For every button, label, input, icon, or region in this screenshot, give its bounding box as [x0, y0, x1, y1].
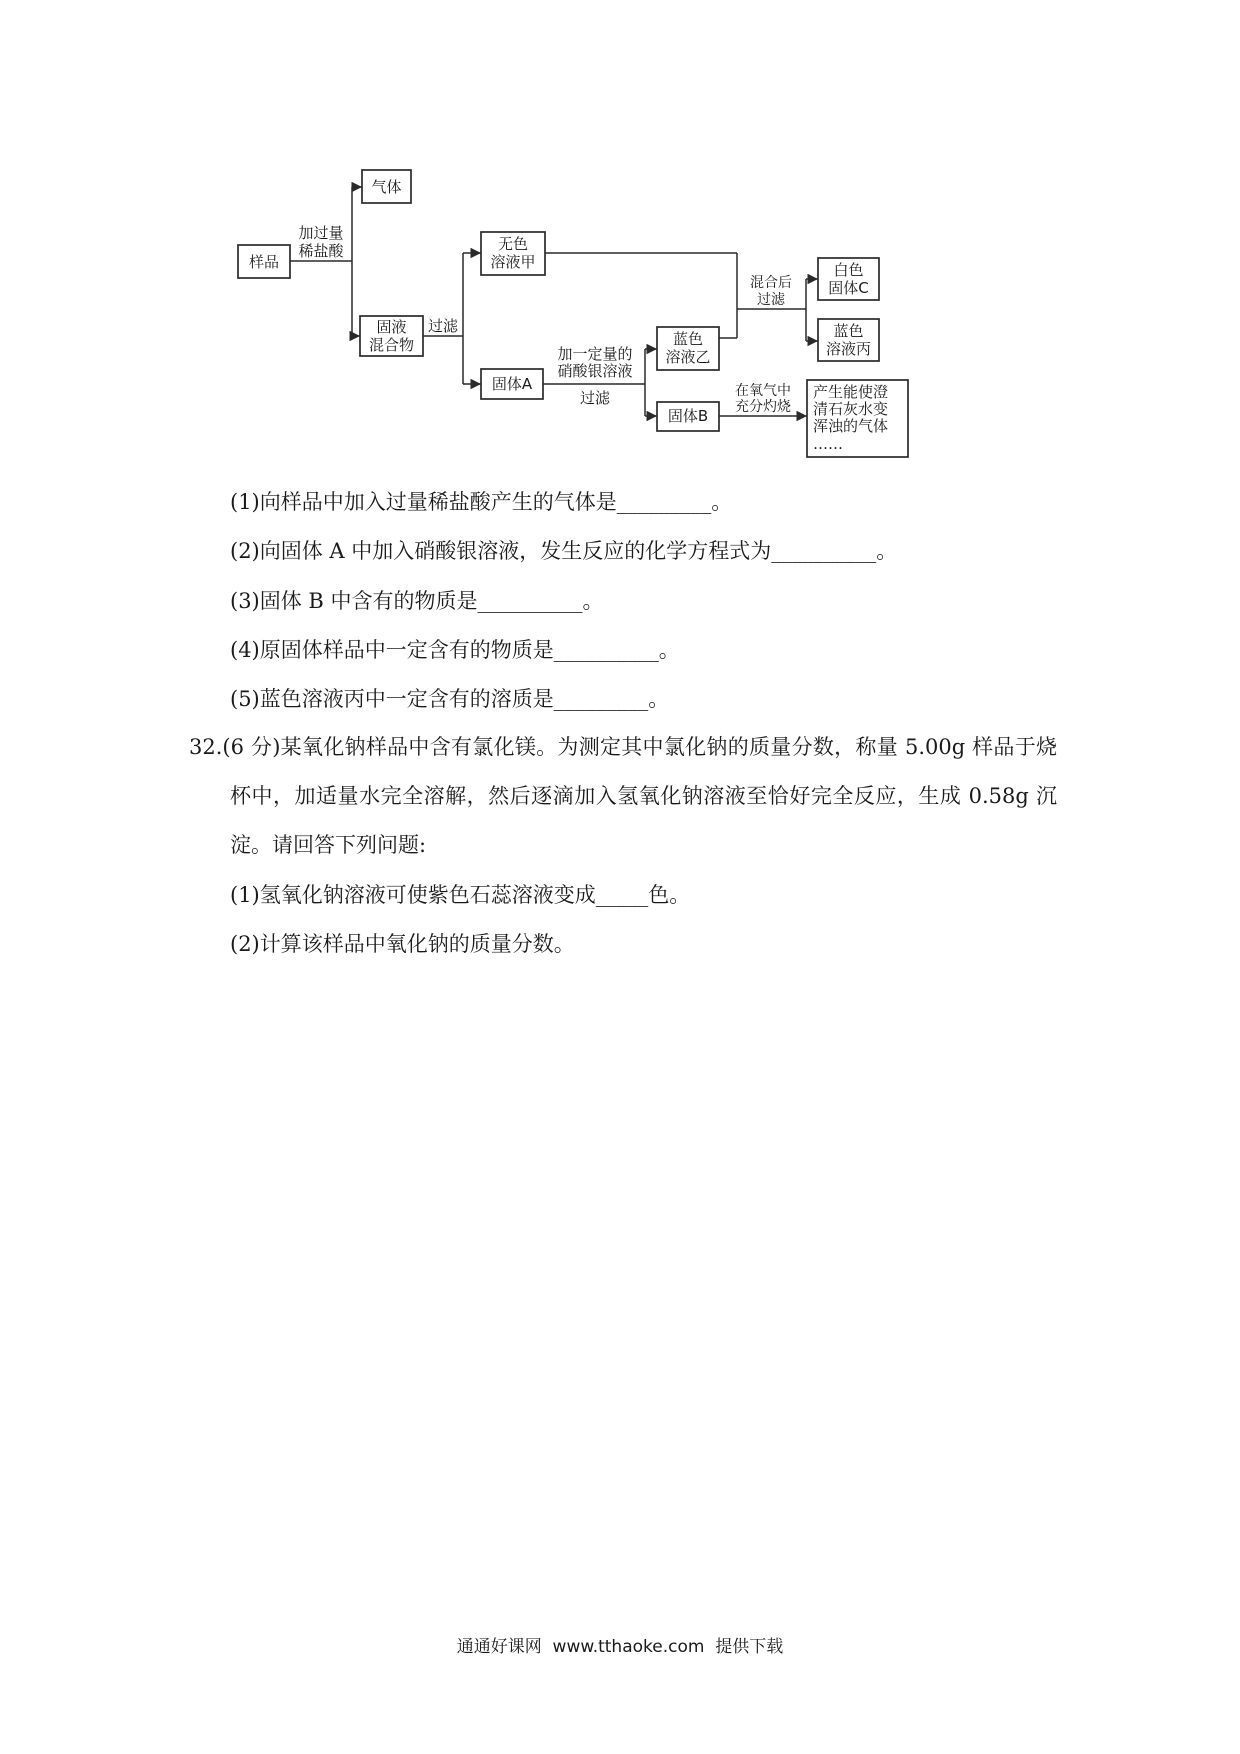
node-sample: [238, 245, 290, 278]
node-burn-product-label-line1: 产生能使澄: [813, 383, 889, 401]
node-burn-product-label-line3: 浑浊的气体: [813, 417, 889, 435]
node-mixture: [360, 316, 423, 356]
edge-label-add-silver-nitrate-line2: 硝酸银溶液: [557, 362, 633, 380]
node-mixture-label-line1: 固液: [376, 318, 407, 336]
node-gas-label: 气体: [371, 178, 402, 196]
q31-part-2: (2)向固体 A 中加入硝酸银溶液，发生反应的化学方程式为__________。: [230, 539, 898, 563]
node-solution-yi-label-line1: 蓝色: [672, 330, 704, 348]
node-solid-a-label: 固体A: [491, 375, 533, 393]
node-solution-jia-label-line1: 无色: [497, 235, 529, 253]
node-solution-yi: [657, 327, 719, 370]
q31-part-3: (3)固体 B 中含有的物质是__________。: [230, 589, 604, 613]
q32-stem-line-1: 32.(6 分)某氧化钠样品中含有氯化镁。为测定其中氯化钠的质量分数，称量 5.00g 样品于烧: [189, 735, 1057, 759]
q32-stem-line-2: 杯中，加适量水完全溶解，然后逐滴加入氢氧化钠溶液至恰好完全反应，生成 0.58g 沉: [230, 784, 1057, 808]
node-solution-jia-label-line2: 溶液甲: [490, 253, 536, 271]
node-solid-b-label: 固体B: [667, 407, 709, 425]
q31-part-5: (5)蓝色溶液丙中一定含有的溶质是_________。: [230, 687, 670, 711]
q32-part-1: (1)氢氧化钠溶液可使紫色石蕊溶液变成_____色。: [230, 883, 691, 907]
node-solution-yi-label-line2: 溶液乙: [665, 348, 711, 366]
q32-part-2: (2)计算该样品中氧化钠的质量分数。: [230, 932, 575, 956]
node-solution-bing-label-line1: 蓝色: [833, 322, 864, 340]
node-burn-product-label-line2: 清石灰水变: [813, 400, 889, 418]
q31-part-4: (4)原固体样品中一定含有的物质是__________。: [230, 638, 680, 662]
node-gas: [362, 170, 411, 203]
edge-label-add-acid-line1: 加过量: [298, 224, 344, 242]
edge-label-mix-filter-line1: 混合后: [750, 275, 792, 291]
page-footer: 通通好课网 www.tthaoke.com 提供下载: [456, 1637, 784, 1657]
node-solution-bing-label-line2: 溶液丙: [825, 340, 872, 358]
q31-part-1: (1)向样品中加入过量稀盐酸产生的气体是_________。: [230, 490, 733, 514]
node-solid-b: [657, 402, 719, 431]
node-sample-label: 样品: [248, 253, 280, 271]
edge-label-filter-1: 过滤: [427, 317, 459, 335]
node-solid-c: [818, 258, 879, 300]
edge-label-burn-line1: 在氧气中: [735, 383, 791, 399]
node-mixture-label-line2: 混合物: [368, 336, 415, 354]
node-solid-c-label-line2: 固体C: [828, 279, 869, 297]
q32-stem-line-3: 淀。请回答下列问题:: [230, 833, 427, 857]
edge-label-filter-2: 过滤: [579, 389, 611, 407]
flowchart-diagram: [0, 0, 1240, 480]
node-solution-bing: [818, 319, 879, 361]
edge-label-burn-line2: 充分灼烧: [735, 399, 791, 415]
node-solid-a: [481, 369, 543, 399]
node-burn-product-label-line4: ……: [813, 435, 843, 453]
node-solution-jia: [481, 232, 545, 275]
edge-label-add-acid-line2: 稀盐酸: [298, 242, 344, 260]
edge-label-mix-filter-line2: 过滤: [757, 292, 785, 308]
edge-label-add-silver-nitrate-line1: 加一定量的: [557, 345, 633, 363]
node-solid-c-label-line1: 白色: [833, 261, 864, 279]
node-burn-product: [807, 380, 908, 457]
